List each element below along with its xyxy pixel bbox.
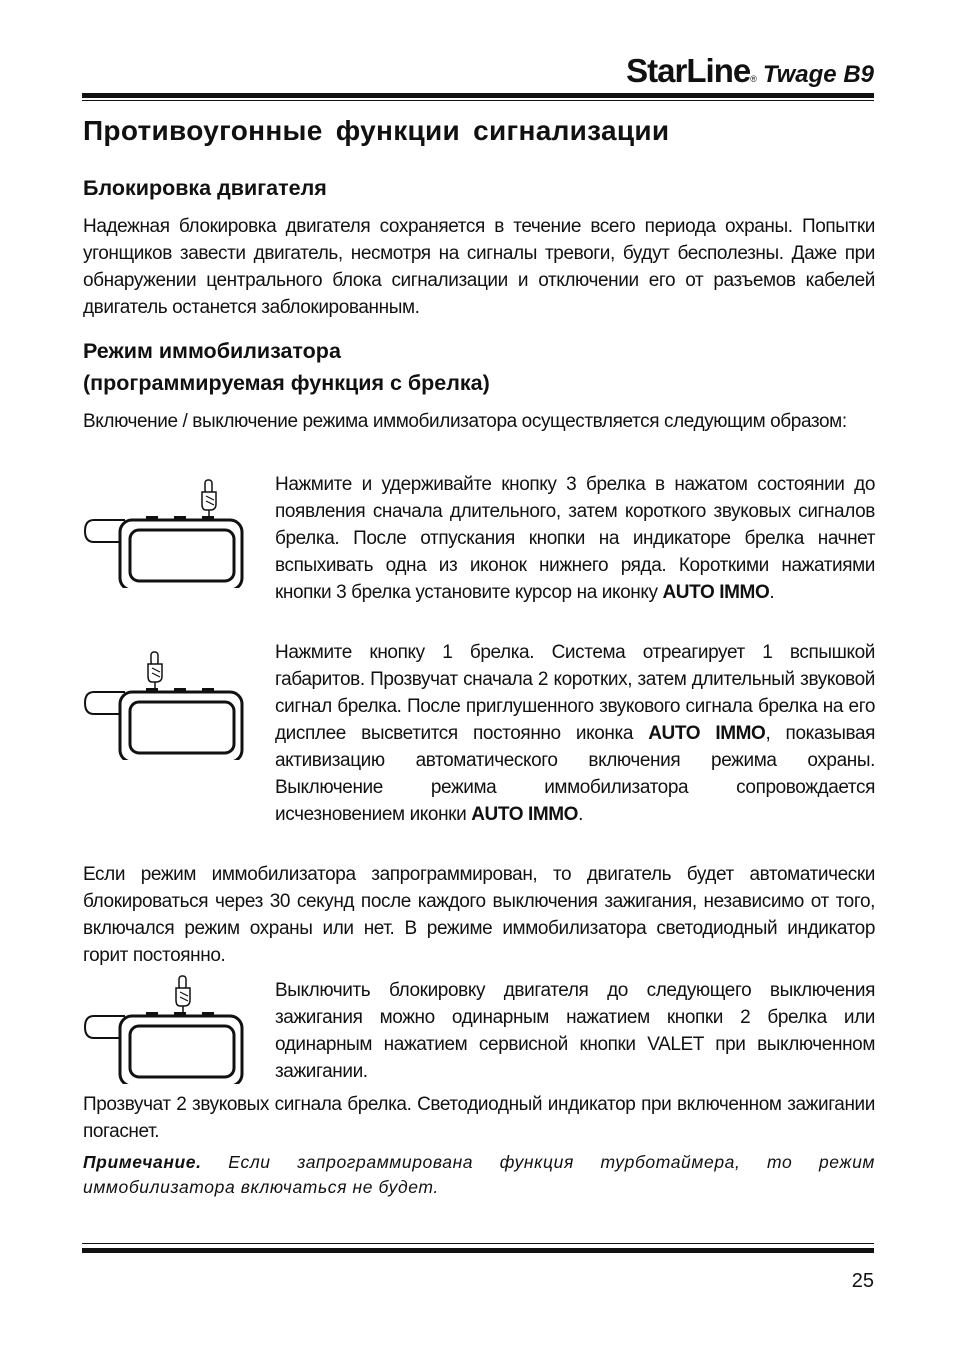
registered-mark: ®	[750, 74, 757, 84]
auto-immo-label: AUTO IMMO	[471, 804, 579, 825]
auto-immo-label: AUTO IMMO	[648, 723, 766, 744]
key-fob-icon	[80, 478, 250, 588]
page-number: 25	[851, 1270, 874, 1292]
step3-paragraph: Выключить блокировку двигателя до следующего выключения зажигания можно одинарным нажатием кнопки 2 брелка или одинарным нажатием сервисной кнопки VALET при выключенном зажигании.	[275, 980, 875, 1082]
section-heading-engine-lock: Блокировка двигателя	[83, 176, 327, 200]
section-heading-immobilizer: Режим иммобилизатора	[83, 339, 341, 363]
note-label: Примечание.	[83, 1152, 202, 1172]
auto-block-paragraph: Если режим иммобилизатора запрограммирован, то двигатель будет автоматически блокироваться через 30 секунд после каждого выключения зажигания, независимо от того, включался режим охраны или нет. В режиме иммобилизатора светодиодный индикатор горит постоянно.	[83, 864, 875, 966]
footer-rule-thin	[82, 1243, 874, 1244]
brand-header	[626, 52, 874, 90]
header-rule-thin	[82, 100, 874, 101]
header-rule-thick	[82, 93, 874, 98]
page-title: Противоугонные функции сигнализации	[83, 115, 670, 146]
pressing-finger-icon	[202, 480, 216, 518]
auto-immo-label: AUTO IMMO	[662, 582, 770, 603]
step1-paragraph: Нажмите и удерживайте кнопку 3 брелка в нажатом состоянии до появления сначала длительного, затем короткого звуковых сигналов брелка. После отпускания кнопки на индикаторе брелка начнет вспыхивать одна из иконок нижнего ряда. Короткими нажатиями кнопки 3 брелка установите курсор на иконку AUTO IMMO.	[275, 474, 875, 603]
note-paragraph: Примечание. Если запрограммирована функция турботаймера, то режим иммобилизатора включаться не будет.	[83, 1152, 875, 1197]
key-fob-icon	[80, 650, 250, 760]
section-subheading-immobilizer: (программируемая функция с брелка)	[83, 371, 490, 395]
key-fob-icon	[80, 974, 250, 1084]
pressing-finger-icon	[176, 976, 190, 1014]
result-paragraph: Прозвучат 2 звуковых сигнала брелка. Светодиодный индикатор при включенном зажигании погаснет.	[83, 1094, 875, 1142]
pressing-finger-icon	[148, 652, 162, 690]
engine-lock-paragraph: Надежная блокировка двигателя сохраняется в течение всего периода охраны. Попытки угонщиков завести двигатель, несмотря на сигналы тревоги, будут бесполезны. Даже при обнаружении центрального блока сигнализации и отключении его от разъемов кабелей двигатель останется заблокированным.	[83, 216, 875, 318]
step2-paragraph: Нажмите кнопку 1 брелка. Система отреагирует 1 вспышкой габаритов. Прозвучат сначала 2 коротких, затем длительный звуковой сигнал брелка. После приглушенного звукового сигнала брелка на его дисплее высветится постоянно иконка AUTO IMMO, показывая активизацию автоматического включения режима охраны. Выключение режима иммобилизатора сопровождается исчезновением иконки AUTO IMMO.	[275, 642, 875, 825]
brand-logo: StarLine	[626, 52, 751, 89]
footer-rule-thick	[82, 1248, 874, 1253]
immobilizer-intro: Включение / выключение режима иммобилизатора осуществляется следующим образом:	[83, 411, 847, 432]
model-name: Twage B9	[762, 61, 874, 88]
